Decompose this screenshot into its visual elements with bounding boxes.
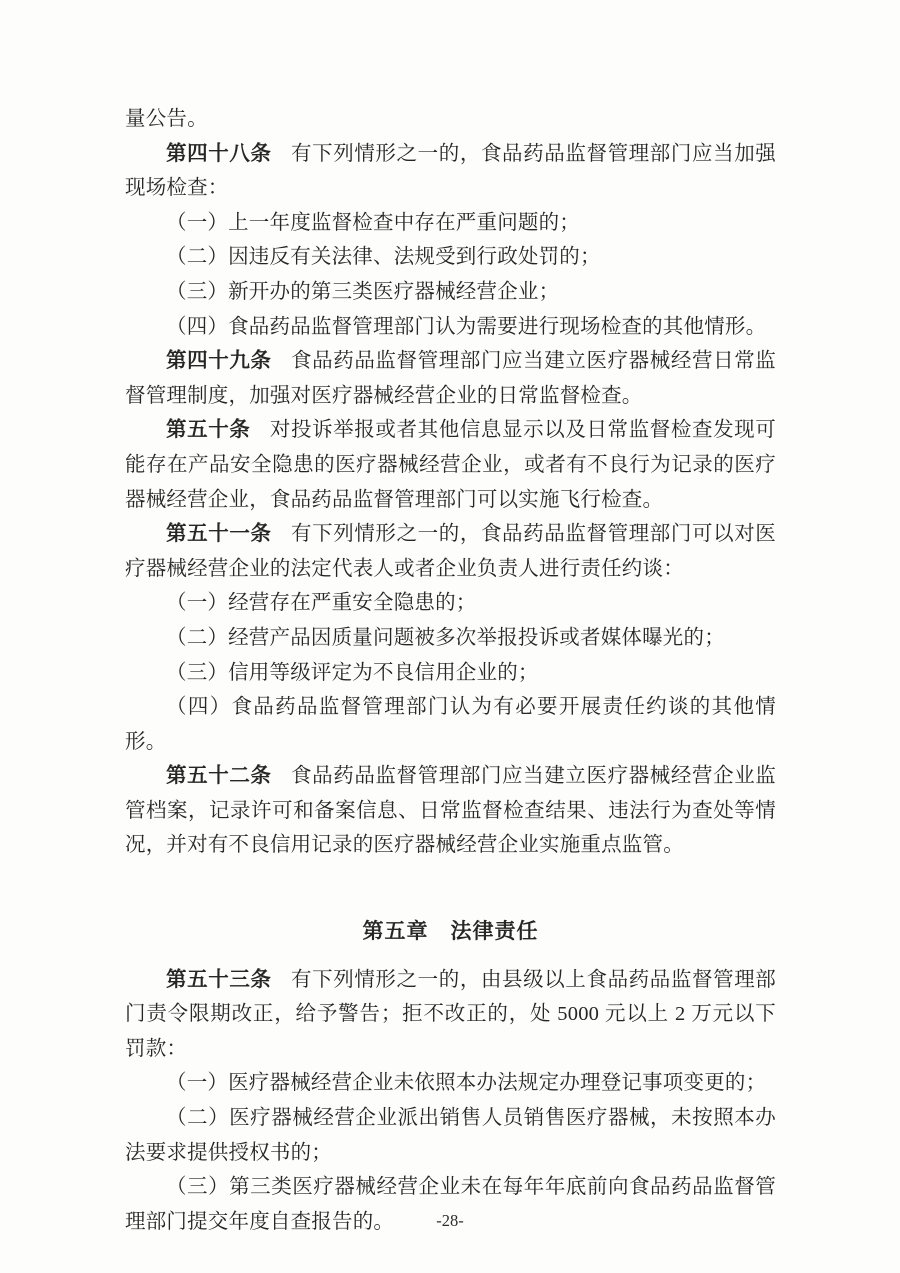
paragraph-item: （一）医疗器械经营企业未依照本办法规定办理登记事项变更的； [166, 1072, 767, 1095]
paragraph-item: （二）医疗器械经营企业派出销售人员销售医疗器械，未按照本办法要求提供授权书的； [125, 1107, 776, 1164]
paragraph-item: （三）新开办的第三类医疗器械经营企业； [166, 280, 560, 303]
paragraph-article: 第四十九条 食品药品监督管理部门应当建立医疗器械经营日常监督管理制度，加强对医疗器械经营企业的日常监督检查。 [125, 350, 776, 407]
page-number: -28- [436, 1211, 464, 1230]
article-number: 第四十八条 [166, 142, 272, 165]
paragraph-item: （一）经营存在严重安全隐患的； [166, 592, 477, 615]
paragraph-article: 第五十条 对投诉举报或者其他信息显示以及日常监督检查发现可能存在产品安全隐患的医疗器械经营企业，或者有不良行为记录的医疗器械经营企业，食品药品监督管理部门可以实施飞行检查。 [125, 419, 776, 511]
article-number: 第五十一条 [166, 523, 272, 546]
paragraph-item: （三）第三类医疗器械经营企业未在每年年底前向食品药品监督管理部门提交年度自查报告的。 [125, 1176, 776, 1233]
paragraph-item: （一）上一年度监督检查中存在严重问题的； [166, 211, 580, 234]
article-number: 第五十条 [166, 419, 251, 442]
paragraph-continuation: 量公告。 [125, 108, 208, 130]
paragraph-article: 第五十一条 有下列情形之一的，食品药品监督管理部门可以对医疗器械经营企业的法定代表人或者企业负责人进行责任约谈： [125, 523, 776, 580]
article-number: 第五十三条 [166, 968, 272, 991]
paragraph-article: 第五十二条 食品药品监督管理部门应当建立医疗器械经营企业监管档案，记录许可和备案信息、日常监督检查结果、违法行为查处等情况，并对有不良信用记录的医疗器械经营企业实施重点监管。 [125, 765, 776, 857]
article-number: 第五十二条 [166, 765, 272, 788]
paragraph-item: （四）食品药品监督管理部门认为有必要开展责任约谈的其他情形。 [125, 696, 776, 753]
paragraph-item: （二）因违反有关法律、法规受到行政处罚的； [166, 246, 601, 269]
paragraph-item: （二）经营产品因质量问题被多次举报投诉或者媒体曝光的； [166, 626, 725, 649]
paragraph-item: （三）信用等级评定为不良信用企业的； [166, 661, 539, 684]
chapter-heading: 第五章 法律责任 [362, 920, 539, 944]
article-number: 第四十九条 [166, 350, 272, 373]
paragraph-item: （四）食品药品监督管理部门认为需要进行现场检查的其他情形。 [166, 315, 767, 338]
document-body [125, 102, 776, 1239]
paragraph-article: 第五十三条 有下列情形之一的，由县级以上食品药品监督管理部门责令限期改正，给予警告；拒不改正的，处 5000 元以上 2 万元以下罚款： [125, 968, 776, 1060]
paragraph-article: 第四十八条 有下列情形之一的，食品药品监督管理部门应当加强现场检查： [125, 142, 776, 200]
